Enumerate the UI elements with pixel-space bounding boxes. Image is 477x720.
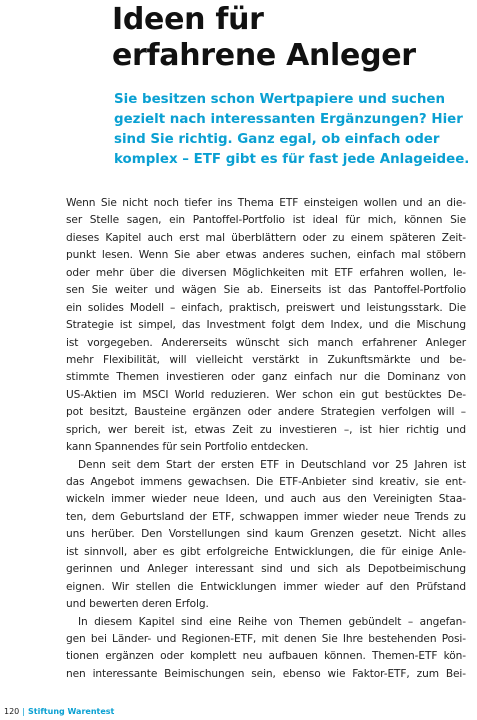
body-line: ser Stelle sagen, ein Pantoffel-Portfolio ist ideal für mich, können Sie (66, 214, 466, 227)
body-line: uns herüber. Den Vorstellungen sind kaum Grenzen gesetzt. Nicht alles (66, 528, 466, 541)
body-line: sen Sie weiter und wägen Sie ab. Einerseits ist das Pantoffel-Portfolio (66, 284, 466, 297)
body-line: kann Spannendes für sein Portfolio entdecken. (66, 441, 309, 454)
body-line: tionen ergänzen oder komplett neu aufbauen können. Themen-ETF kön- (66, 650, 466, 663)
intro-line-4: komplex – ETF gibt es für fast jede Anlageidee. (114, 152, 470, 167)
body-line: Denn seit dem Start der ersten ETF in Deutschland vor 25 Jahren ist (78, 458, 466, 471)
body-line: ist sinnvoll, aber es gibt erfolgreiche Entwicklungen, die für einige Anle- (66, 545, 466, 558)
chapter-title-line-2: erfahrene Anleger (112, 38, 416, 73)
body-line: dieses Kapitel auch erst mal überblättern oder zu einem späteren Zeit- (66, 231, 466, 244)
body-line: ten, dem Geburtsland der ETF, schwappen immer wieder neue Trends zu (66, 510, 466, 523)
body-text (66, 195, 466, 683)
body-line: mehr Flexibilität, will vielleicht verstärkt in Zukunftsmärkte und be- (66, 353, 466, 366)
body-line: wickeln immer wieder neue Ideen, und auch aus den Vereinigten Staa- (66, 493, 466, 506)
page-footer (4, 707, 114, 717)
body-line: In diesem Kapitel sind eine Reihe von Themen gebündelt – angefan- (78, 615, 466, 628)
body-line: oder mehr über die diversen Möglichkeiten mit ETF erfahren wollen, le- (66, 266, 466, 279)
body-line: gen bei Länder- und Regionen-ETF, mit denen Sie Ihre bestehenden Posi- (66, 632, 466, 645)
page-number: 120 (4, 707, 20, 716)
intro-line-2: gezielt nach interessanten Ergänzungen? Hier (114, 112, 463, 127)
chapter-title (112, 2, 416, 74)
footer-separator: | (22, 707, 25, 716)
intro-line-3: sind Sie richtig. Ganz egal, ob einfach oder (114, 132, 440, 147)
body-line: gerinnen und Anleger interessant sind und sich als Depotbeimischung (66, 563, 466, 576)
body-line: pot besitzt, Bausteine ergänzen oder andere Strategien verfolgen will – (66, 406, 466, 419)
body-line: ist vorgegeben. Andererseits wünscht sich manch erfahrener Anleger (66, 336, 466, 349)
publisher-name: Stiftung Warentest (27, 707, 115, 716)
body-line: ein solides Modell – einfach, praktisch, preiswert und leistungsstark. Die (66, 301, 466, 314)
intro-line-1: Sie besitzen schon Wertpapiere und suchen (114, 92, 446, 107)
body-line: Wenn Sie nicht noch tiefer ins Thema ETF einsteigen wollen und an die- (66, 197, 466, 209)
body-line: punkt lesen. Wenn Sie aber etwas anderes suchen, einfach mal stöbern (66, 249, 466, 262)
body-line: Strategie ist simpel, das Investment folgt dem Index, und die Mischung (66, 319, 466, 332)
body-line: eignen. Wir stellen die Entwicklungen immer wieder auf den Prüfstand (66, 580, 466, 593)
body-line: das Angebot immens gewachsen. Die ETF-Anbieter sind kreativ, sie ent- (66, 476, 466, 488)
chapter-title-line-1: Ideen für (112, 2, 264, 37)
body-line: und bewerten deren Erfolg. (66, 598, 209, 611)
body-line: nen interessante Beimischungen sein, ebenso wie Faktor-ETF, zum Bei- (66, 667, 466, 680)
body-line: US-Aktien im MSCI World reduzieren. Wer schon ein gut bestücktes De- (66, 388, 466, 401)
body-line: sprich, wer bereit ist, etwas Zeit zu investieren –, ist hier richtig und (66, 423, 466, 436)
chapter-intro (114, 90, 470, 170)
body-line: stimmte Themen investieren oder ganz einfach nur die Dominanz von (66, 371, 466, 384)
